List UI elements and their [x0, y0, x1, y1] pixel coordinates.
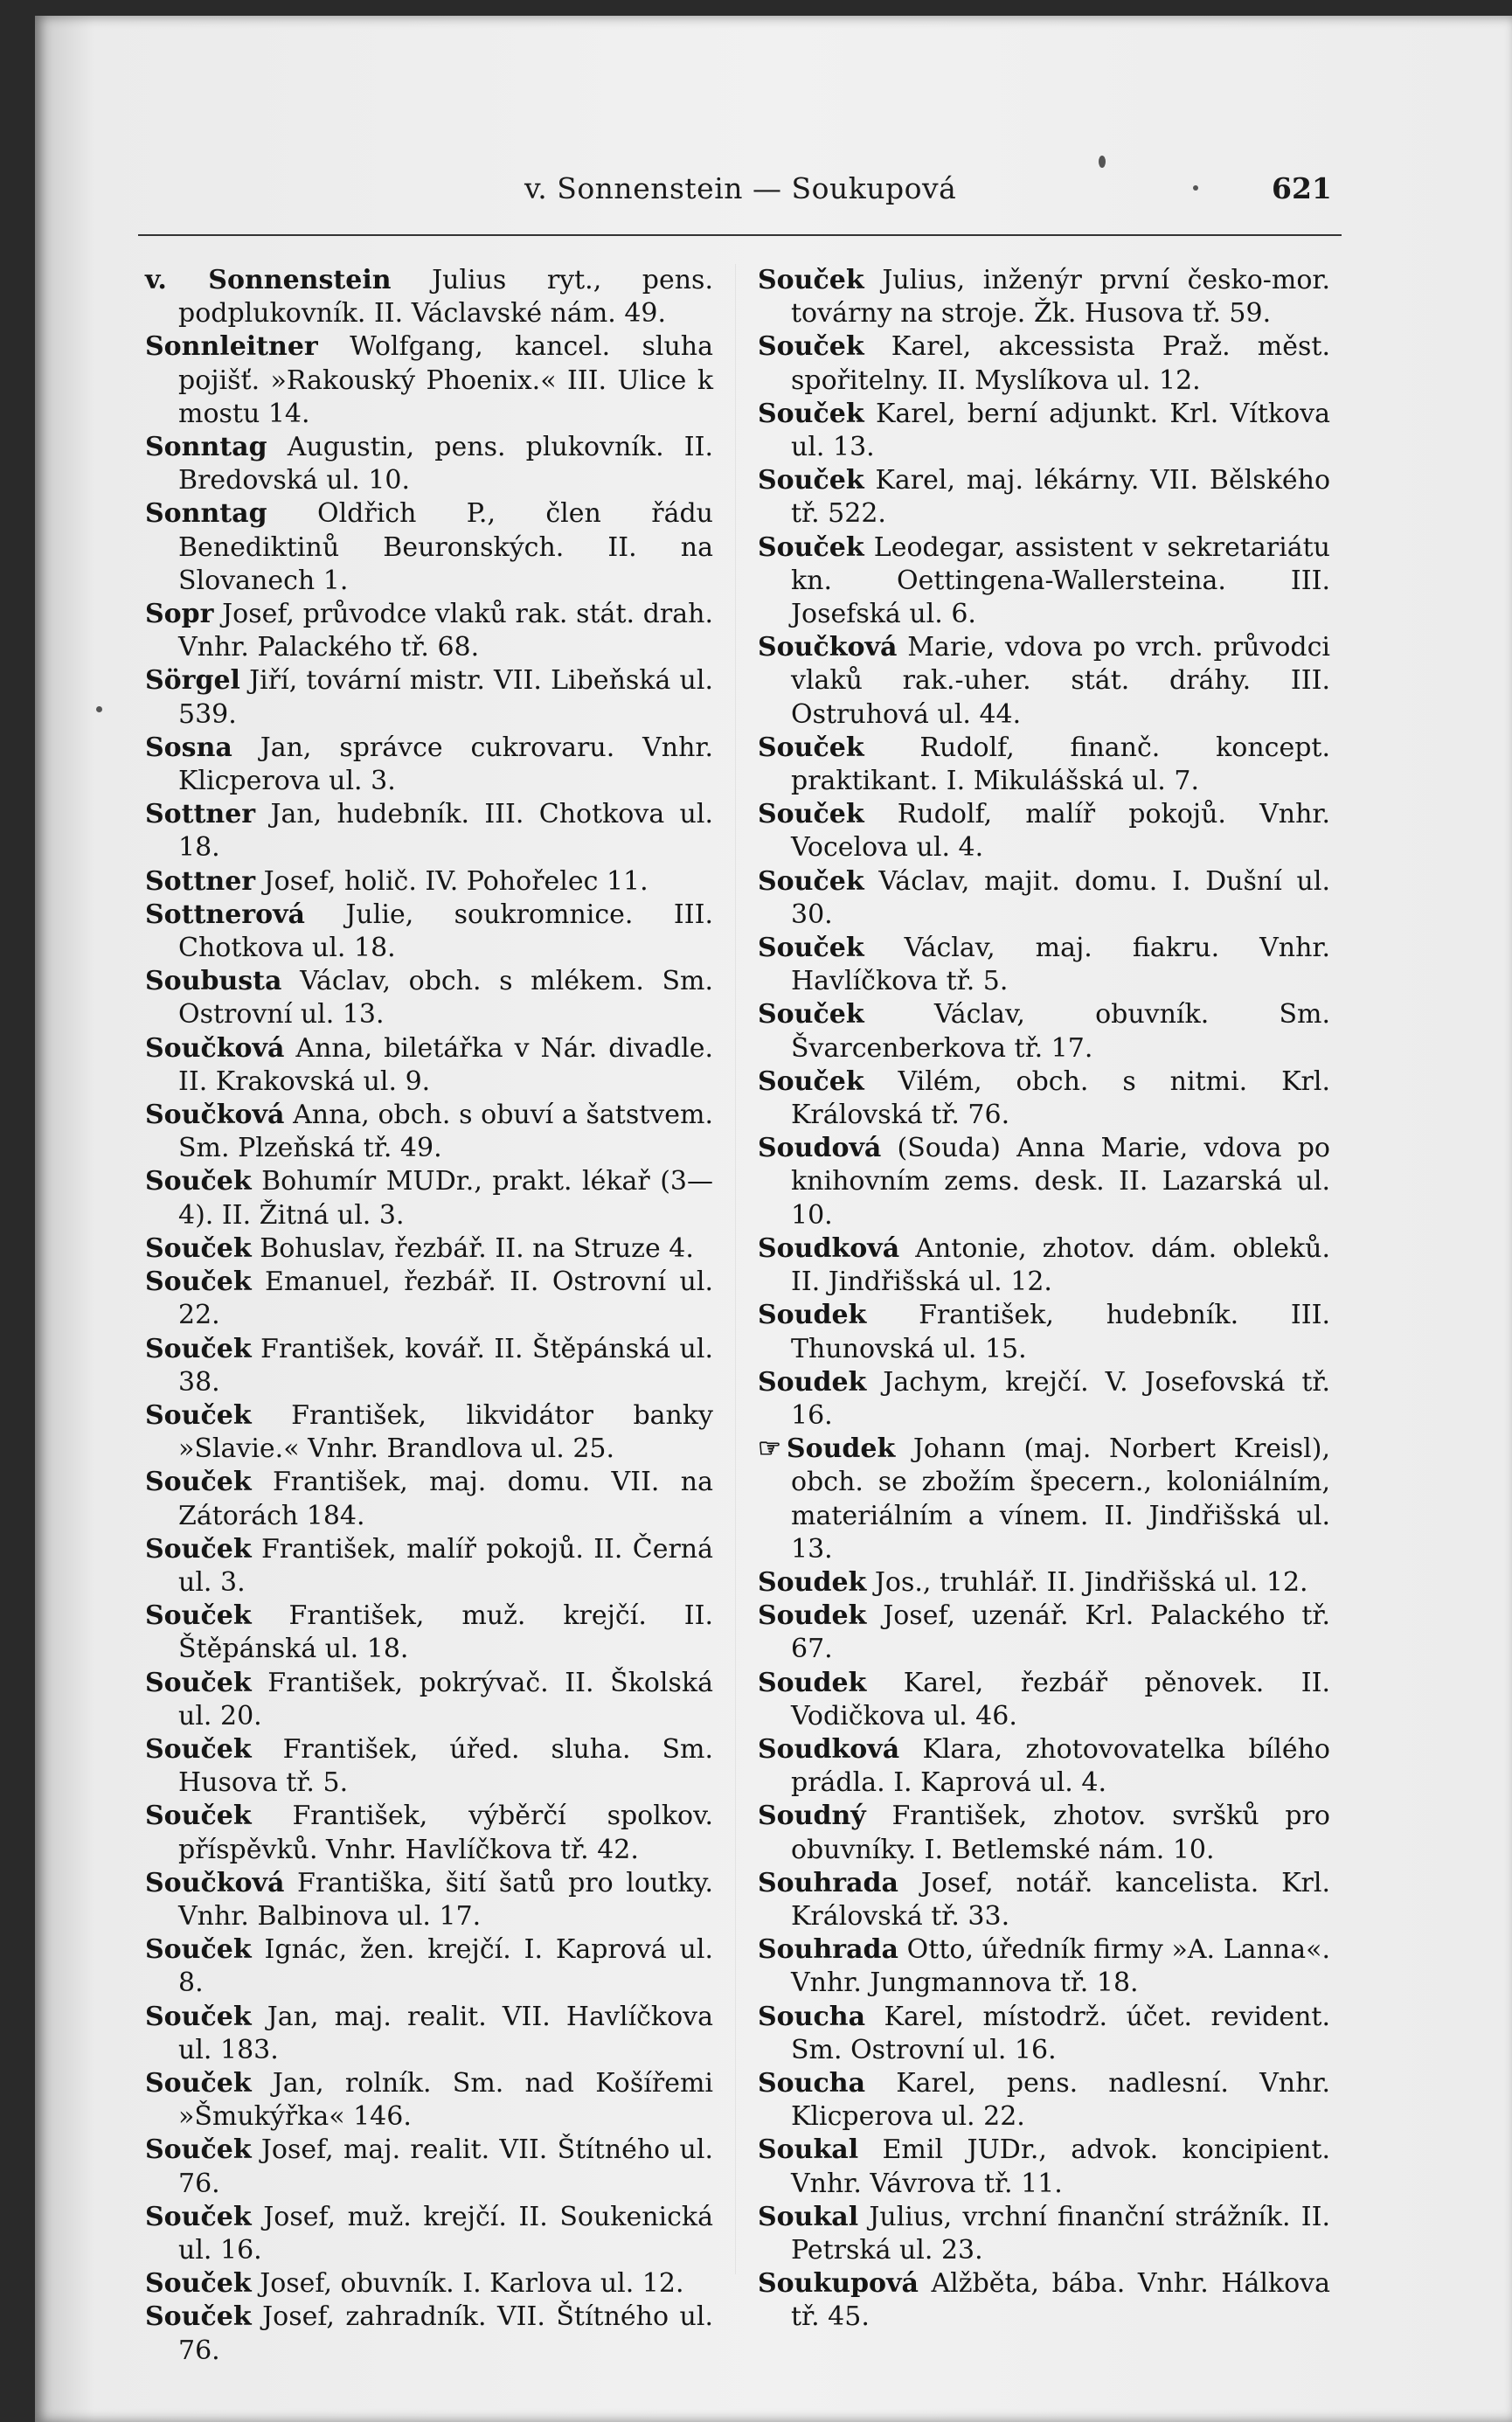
entry-surname: Soukal — [758, 2134, 859, 2166]
entry-details: Josef, notář. kancelista. Krl. Královská tř. 33. — [791, 1867, 1330, 1932]
entry-surname: Sottner — [145, 799, 256, 830]
entry-details: František, úřed. sluha. Sm. Husova tř. 5. — [178, 1733, 713, 1799]
entry-surname: Souhrada — [758, 1867, 898, 1898]
entry-surname: Souček — [145, 1333, 252, 1364]
directory-entry — [758, 464, 1330, 531]
directory-entry — [145, 264, 713, 330]
entry-details: Marie, vdova po vrch. průvodci vlaků rak.-uher. stát. dráhy. III. Ostruhová ul. 44. — [791, 632, 1330, 730]
entry-details: Rudolf, malíř pokojů. Vnhr. Vocelova ul. 4. — [791, 799, 1330, 864]
entry-surname: Sottner — [145, 865, 256, 897]
entry-surname: Souček — [145, 1267, 252, 1298]
entry-details: Ignác, žen. krejčí. I. Kaprová ul. 8. — [178, 1934, 713, 1999]
entry-surname: Souček — [758, 465, 864, 496]
entry-details: Karel, berní adjunkt. Krl. Vítkova ul. 13. — [791, 398, 1330, 463]
directory-entry — [145, 899, 713, 965]
entry-surname: Souček — [145, 2134, 252, 2166]
directory-entry — [145, 2001, 713, 2067]
directory-entry — [145, 2134, 713, 2200]
entry-details: František, malíř pokojů. II. Černá ul. 3. — [178, 1533, 713, 1598]
entry-details: Leodegar, assistent v sekretariátu kn. Oettingena-Wallersteina. III. Josefská ul. 6. — [791, 531, 1330, 630]
entry-surname: Souček — [145, 1667, 252, 1698]
entry-details: Josef, muž. krejčí. II. Soukenická ul. 16. — [178, 2201, 713, 2266]
directory-entry — [145, 1099, 713, 1165]
entry-details: Josef, obuvník. I. Karlova ul. 12. — [260, 2268, 684, 2300]
entry-surname: Součková — [758, 632, 898, 663]
entry-surname: Soudek — [758, 1667, 867, 1698]
directory-entry — [758, 2067, 1330, 2134]
entry-surname: Souček — [758, 265, 864, 295]
entry-surname: Sonntag — [145, 498, 267, 530]
entry-surname: Sosna — [145, 732, 232, 763]
entry-surname: Souček — [145, 2001, 252, 2032]
directory-entry — [145, 1266, 713, 1332]
entry-surname: Sottnerová — [145, 899, 305, 930]
entry-surname: Souček — [145, 1733, 252, 1765]
entry-surname: Soucha — [758, 2001, 866, 2032]
entry-surname: Souček — [758, 933, 864, 964]
entry-surname: Souček — [145, 1533, 252, 1565]
entry-details: Anna, biletářka v Nár. divadle. II. Krakovská ul. 9. — [178, 1032, 713, 1097]
entry-surname: Souček — [145, 2067, 252, 2099]
directory-entry — [758, 1566, 1330, 1600]
directory-entry — [145, 2201, 713, 2267]
entry-details: Jan, hudebník. III. Chotkova ul. 18. — [178, 799, 713, 864]
directory-entry — [758, 1433, 1330, 1566]
directory-entry — [758, 1232, 1330, 1299]
entry-details: Josef, průvodce vlaků rak. stát. drah. Vnhr. Palackého tř. 68. — [178, 599, 713, 663]
directory-entry — [758, 1366, 1330, 1433]
directory-entry — [758, 330, 1330, 397]
directory-entry — [145, 965, 713, 1031]
directory-entry — [145, 598, 713, 664]
entry-surname: Soudek — [758, 1600, 867, 1632]
entry-surname: Soudová — [758, 1133, 882, 1164]
entry-details: Julius ryt., pens. podplukovník. II. Václavské nám. 49. — [178, 265, 713, 330]
entry-details: Karel, řezbář pěnovek. II. Vodičkova ul. 46. — [791, 1667, 1330, 1731]
entry-details: Jiří, tovární mistr. VII. Libeňská ul. 539. — [178, 665, 713, 730]
entry-surname: Sonnleitner — [145, 331, 318, 363]
directory-entry — [145, 1165, 713, 1232]
entry-details: Václav, obuvník. Sm. Švarcenberkova tř. 17. — [791, 999, 1330, 1064]
entry-details: Josef, maj. realit. VII. Štítného ul. 76. — [178, 2134, 713, 2199]
entry-surname: Souček — [758, 732, 864, 763]
entry-details: Anna, obch. s obuví a šatstvem. Sm. Plzeňská tř. 49. — [178, 1100, 713, 1164]
entry-surname: Součková — [145, 1032, 285, 1064]
entry-surname: Souček — [145, 1801, 252, 1832]
entry-details: Julie, soukromnice. III. Chotkova ul. 18. — [178, 899, 713, 964]
directory-entry — [145, 330, 713, 431]
entry-details: Karel, maj. lékárny. VII. Bělského tř. 522. — [791, 465, 1331, 530]
entry-surname: Sopr — [145, 599, 214, 630]
entry-details: Jan, správce cukrovaru. Vnhr. Klicperova ul. 3. — [178, 732, 713, 797]
entry-details: Emanuel, řezbář. II. Ostrovní ul. 22. — [178, 1267, 713, 1331]
directory-entry — [145, 732, 713, 798]
directory-entry — [758, 631, 1330, 732]
entry-details: Emil JUDr., advok. koncipient. Vnhr. Vávrova tř. 11. — [791, 2134, 1330, 2199]
entry-details: Josef, zahradník. VII. Štítného ul. 76. — [178, 2301, 713, 2366]
entry-details: Bohumír MUDr., prakt. lékař (3—4). II. Žitná ul. 3. — [178, 1166, 713, 1231]
entry-details: Alžběta, bába. Vnhr. Hálkova tř. 45. — [791, 2268, 1330, 2333]
directory-entry — [758, 1933, 1330, 2000]
directory-entry — [758, 798, 1330, 864]
left-column — [145, 264, 713, 2366]
entry-surname: Součková — [145, 1100, 285, 1131]
directory-entry — [758, 2201, 1330, 2267]
directory-entry — [145, 2267, 713, 2301]
entry-details: Karel, místodrž. účet. revident. Sm. Ostrovní ul. 16. — [791, 2001, 1330, 2065]
entry-surname: Souček — [145, 2201, 252, 2232]
entry-details: Otto, úředník firmy »A. Lanna«. Vnhr. Jungmannova tř. 18. — [791, 1934, 1330, 1999]
entry-details: František, pokrývač. II. Školská ul. 20. — [178, 1667, 713, 1731]
running-title: v. Sonnenstein — Soukupová — [524, 171, 957, 205]
directory-entry — [145, 1399, 713, 1466]
entry-surname: Souček — [758, 531, 864, 563]
directory-entry — [145, 798, 713, 864]
running-header — [0, 171, 1512, 213]
entry-surname: Souček — [145, 1399, 252, 1431]
entry-details: Johann (maj. Norbert Kreisl), obch. se zbožím špecern., koloniálním, materiálním a vínem. II. Jindřišská ul. 13. — [791, 1433, 1330, 1565]
directory-entry — [145, 1800, 713, 1866]
directory-entry — [145, 1032, 713, 1099]
entry-surname: Soudek — [758, 1366, 867, 1398]
directory-entry — [758, 1867, 1330, 1933]
entry-details: Augustin, pens. plukovník. II. Bredovská ul. 10. — [178, 432, 713, 496]
entry-surname: Soudek — [786, 1433, 896, 1465]
directory-entry — [758, 1800, 1330, 1866]
column-gutter — [735, 264, 736, 2274]
entry-details: (Souda) Anna Marie, vdova po knihovním zems. desk. II. Lazarská ul. 10. — [791, 1133, 1330, 1231]
directory-entry — [145, 431, 713, 497]
entry-details: Václav, majit. domu. I. Dušní ul. 30. — [791, 865, 1330, 930]
entry-details: Josef, holič. IV. Pohořelec 11. — [263, 865, 648, 897]
entry-surname: Součková — [145, 1867, 285, 1898]
entry-details: František, hudebník. III. Thunovská ul. 15. — [791, 1300, 1330, 1364]
directory-entry — [145, 1600, 713, 1666]
entry-surname: Souček — [145, 1600, 252, 1632]
entry-details: Jachym, krejčí. V. Josefovská tř. 16. — [791, 1366, 1330, 1431]
entry-details: Václav, obch. s mlékem. Sm. Ostrovní ul. 13. — [178, 966, 713, 1031]
directory-entry — [758, 2134, 1330, 2200]
directory-entry — [758, 531, 1330, 632]
entry-surname: Soudek — [758, 1566, 867, 1598]
entry-details: František, zhotov. svršků pro obuvníky. I. Betlemské nám. 10. — [791, 1801, 1330, 1865]
entry-surname: Sörgel — [145, 665, 240, 697]
entry-surname: Souček — [758, 999, 864, 1031]
entry-details: Rudolf, finanč. koncept. praktikant. I. Mikulášská ul. 7. — [791, 732, 1330, 797]
entry-details: Josef, uzenář. Krl. Palackého tř. 67. — [791, 1600, 1330, 1665]
directory-entry — [758, 732, 1330, 798]
directory-entry — [145, 497, 713, 598]
directory-entry — [758, 1065, 1330, 1132]
directory-entry — [145, 1466, 713, 1532]
entry-details: František, maj. domu. VII. na Zátorách 184. — [178, 1467, 713, 1531]
directory-entry — [145, 1667, 713, 1733]
directory-entry — [758, 2001, 1330, 2067]
entry-surname: Souhrada — [758, 1934, 898, 1966]
directory-entry — [145, 664, 713, 731]
directory-entry — [758, 1667, 1330, 1733]
pointing-hand-icon: ☞ — [758, 1433, 781, 1465]
entry-details: Klara, zhotovovatelka bílého prádla. I. Kaprová ul. 4. — [791, 1733, 1330, 1799]
entry-surname: Souček — [758, 1065, 864, 1097]
directory-entry — [145, 1232, 713, 1266]
entry-surname: Souček — [145, 1232, 252, 1264]
dust-speck — [96, 706, 102, 712]
directory-entry — [758, 1733, 1330, 1800]
directory-entry — [758, 865, 1330, 932]
entry-details: Karel, pens. nadlesní. Vnhr. Klicperova ul. 22. — [791, 2067, 1330, 2133]
entry-details: Jan, rolník. Sm. nad Košířemi »Šmukýřka« 146. — [178, 2067, 713, 2133]
right-column — [758, 264, 1331, 2333]
entry-details: František, výběrčí spolkov. příspěvků. Vnhr. Havlíčkova tř. 42. — [178, 1801, 713, 1865]
entry-details: Wolfgang, kancel. sluha pojišť. »Rakouský Phoenix.« III. Ulice k mostu 14. — [178, 331, 713, 429]
entry-details: Jan, maj. realit. VII. Havlíčkova ul. 183. — [178, 2001, 713, 2065]
entry-surname: Soucha — [758, 2067, 866, 2099]
entry-surname: Soudný — [758, 1801, 866, 1832]
directory-entry — [145, 865, 713, 899]
entry-surname: Sonntag — [145, 432, 267, 463]
entry-details: Julius, vrchní finanční strážník. II. Petrská ul. 23. — [791, 2201, 1330, 2266]
entry-details: Oldřich P., člen řádu Benediktinů Beuronských. II. na Slovanech 1. — [178, 498, 713, 596]
entry-surname: Soudek — [758, 1300, 867, 1331]
entry-surname: Souček — [758, 331, 864, 363]
directory-entry — [145, 2301, 713, 2367]
entry-surname: Souček — [758, 865, 864, 897]
entry-surname: Souček — [145, 1166, 252, 1197]
entry-surname: Soubusta — [145, 966, 282, 997]
directory-entry — [145, 1933, 713, 2000]
directory-entry — [758, 264, 1330, 330]
entry-surname: Soudková — [758, 1733, 900, 1765]
entry-details: Bohuslav, řezbář. II. na Struze 4. — [260, 1232, 694, 1264]
entry-surname: Souček — [145, 1467, 252, 1498]
entry-surname: Souček — [145, 1934, 252, 1966]
dust-speck — [1099, 156, 1106, 168]
directory-entry — [758, 1299, 1330, 1365]
entry-surname: Soudková — [758, 1232, 900, 1264]
entry-surname: Soukupová — [758, 2268, 919, 2300]
directory-entry — [758, 2267, 1330, 2334]
entry-details: Antonie, zhotov. dám. obleků. II. Jindřišská ul. 12. — [791, 1232, 1330, 1298]
entry-surname: v. Sonnenstein — [145, 265, 392, 295]
directory-entry — [145, 1733, 713, 1800]
entry-surname: Souček — [145, 2301, 252, 2333]
entry-details: Karel, akcessista Praž. měst. spořitelny. II. Myslíkova ul. 12. — [791, 331, 1330, 396]
entry-details: Jos., truhlář. II. Jindřišská ul. 12. — [874, 1566, 1308, 1598]
directory-entry — [758, 932, 1330, 998]
directory-entry — [758, 398, 1330, 464]
entry-details: Julius, inženýr první česko-mor. továrny na stroje. Žk. Husova tř. 59. — [791, 265, 1330, 330]
directory-entry — [145, 1867, 713, 1933]
page-number: 621 — [1272, 171, 1332, 205]
entry-surname: Souček — [145, 2268, 252, 2300]
entry-details: František, kovář. II. Štěpánská ul. 38. — [178, 1333, 713, 1398]
header-rule — [138, 234, 1342, 236]
directory-entry — [145, 2067, 713, 2134]
directory-entry — [145, 1333, 713, 1399]
entry-surname: Souček — [758, 799, 864, 830]
entry-details: Františka, šití šatů pro loutky. Vnhr. Balbinova ul. 17. — [178, 1867, 713, 1932]
directory-entry — [758, 1132, 1330, 1232]
entry-details: Vilém, obch. s nitmi. Krl. Královská tř. 76. — [791, 1065, 1330, 1131]
entry-surname: Souček — [758, 398, 864, 429]
entry-details: František, likvidátor banky »Slavie.« Vnhr. Brandlova ul. 25. — [178, 1399, 713, 1465]
entry-details: Václav, maj. fiakru. Vnhr. Havlíčkova tř. 5. — [791, 933, 1330, 997]
entry-surname: Soukal — [758, 2201, 859, 2232]
directory-entry — [758, 998, 1330, 1065]
directory-entry — [145, 1533, 713, 1600]
entry-details: František, muž. krejčí. II. Štěpánská ul. 18. — [178, 1600, 713, 1665]
directory-entry — [758, 1600, 1330, 1666]
